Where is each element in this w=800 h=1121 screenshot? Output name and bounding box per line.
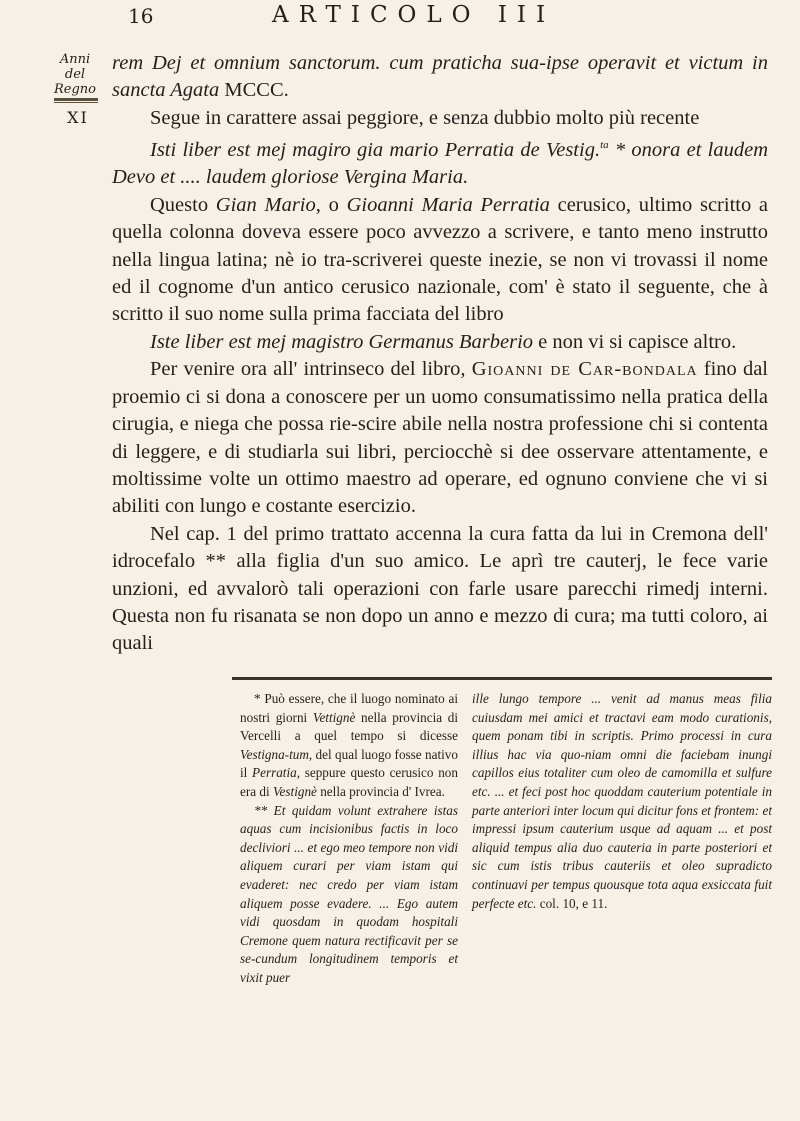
fn2-reference: col. 10, e 11. — [536, 895, 608, 911]
fn2-right-text: ille lungo tempore ... venit ad manus meas filia cuiusdam mei amici et tractavi eam modo curationis, quem ponam tibi in scriptis. Primo processi in cura illius hac via quo-niam omni die faciebam inungi capillos eius totaliter cum oleo de camomilla et sulfure etc. ... et feci post hoc quoddam cauterium potentiale in parte anteriori inter locum qui dicitur fons et frontem: et impressi ipsum cauterium usque ad aquam ... et post aliquid tempus alia duo cauteria in parte posteriori et sic cum istis tribus cauteriis et oleo supradicto continuavi per tempus quousque tota aqua exsiccata fuit perfecte etc. — [472, 691, 772, 911]
footnotes-left-column — [240, 690, 458, 988]
margin-rule-thin — [54, 102, 98, 103]
inscription-1: Isti liber est mej magiro gia mario Perratia de Vestig. — [150, 139, 601, 162]
margin-century: XI — [67, 108, 89, 127]
paragraph-5 — [112, 329, 768, 356]
footnote-separator — [232, 677, 772, 680]
fn1-place-3: Vestignè — [272, 783, 317, 799]
paragraph-1 — [112, 50, 768, 105]
latin-quote: rem Dej et omnium sanctorum. — [112, 52, 381, 74]
footnotes-right-column — [472, 690, 772, 913]
fn1-name: Perratia — [252, 765, 297, 781]
margin-rule — [54, 98, 98, 101]
paragraph-7: Nel cap. 1 del primo trattato accenna la cura fatta da lui in Cremona dell' idrocefalo ** alla figlia d'un suo amico. Le aprì tre cauterj, le fece varie unzioni, ed avvalorò tali operazioni con farle usare parecchi rimedj interni. Questa non fu risanata se non dopo un anno e mezzo di cura; ma tutti coloro, ai quali — [112, 522, 768, 655]
main-text — [112, 50, 768, 658]
p6-text-a: Per venire ora all' intrinseco del libro, — [150, 358, 472, 381]
paragraph-3 — [112, 132, 768, 192]
p4-text-e: cerusico, ultimo scritto a quella colonna doveva essere poco avvezzo a scrivere, e tanto meno instrutto nella lingua latina; nè io tra-scriverei queste inezie, se non vi trovassi il nome ed il cognome d'un antico cerusico nazionale, com' è stato il seguente, che à scritto il suo nome sulla prima facciata del libro — [112, 193, 769, 326]
fn1-d: , seppure questo cerusico non era di — [240, 765, 458, 799]
date-roman: MCCC. — [219, 79, 289, 102]
fn1-place-1: Vettignè — [312, 709, 356, 725]
margin-anni-label: Anni — [59, 52, 91, 67]
name-gian-mario: Gian Mario — [215, 193, 316, 216]
footnote-1 — [240, 690, 458, 802]
inscription-2: Iste liber est mej magistro Germanus Barberio — [150, 330, 534, 353]
p4-text-c: , o — [315, 193, 347, 216]
running-title: ARTICOLO III — [272, 2, 556, 28]
footnote-2-right — [472, 690, 772, 913]
fn1-place-2: Vestigna-tum — [240, 746, 309, 762]
latin-quote-cont: cum praticha sua-ipse operavit et victum in sancta Agata — [112, 52, 768, 102]
fn1-c: , del qual luogo fosse nativo il — [240, 746, 458, 781]
paragraph-6 — [112, 356, 768, 520]
inscription-sup: ta — [600, 139, 609, 152]
fn1-a: * Può essere, che il luogo nominato ai nostri giorni — [240, 691, 458, 725]
page-number: 16 — [128, 4, 154, 28]
p6-text-b: fino dal proemio ci si dona a conoscere per un uomo consumatissimo nella pratica della cirugia, e niega che possa rie-scire abile nella nostra professione chi si contenta di leggere, e di studiarla sui libri, perciocchè si dee osservare attentamente, e moltissime volte un ottimo maestro ad operare, ed ognuno conviene che vi si abiliti con lungo e costante esercizio. — [112, 358, 768, 518]
footnote-2-left: ** Et quidam volunt extrahere istas aquas cum incisionibus factis in loco decliviori ... et ego meo tempore non vidi aliquem curari per viam istam qui evaderet: nec credo per viam istam aliquem posse evadere. ... Ego autem vidi quosdam in quodam hospitali Cremone quem natura rectificavit per se se-cundum longitudinem temporis et vixit puer — [240, 802, 458, 985]
fn1-b: nella provincia di Vercelli a quel tempo si dicesse — [240, 709, 458, 744]
p4-text-a: Questo — [150, 193, 216, 216]
paragraph-2: Segue in carattere assai peggiore, e senza dubbio molto più recente — [150, 106, 700, 129]
margin-regno-label: del Regno — [53, 67, 96, 97]
name-gioanni-maria: Gioanni Maria Perratia — [346, 193, 550, 216]
fn1-e: nella provincia d' Ivrea. — [316, 783, 445, 799]
paragraph-4 — [112, 192, 768, 329]
inscription-1-cont: * onora et laudem Devo et .... laudem gloriose Vergina Maria. — [112, 139, 769, 189]
p5-text: e non vi si capisce altro. — [533, 330, 737, 353]
name-carbondala: Gioanni de Car-bondala — [471, 358, 698, 381]
